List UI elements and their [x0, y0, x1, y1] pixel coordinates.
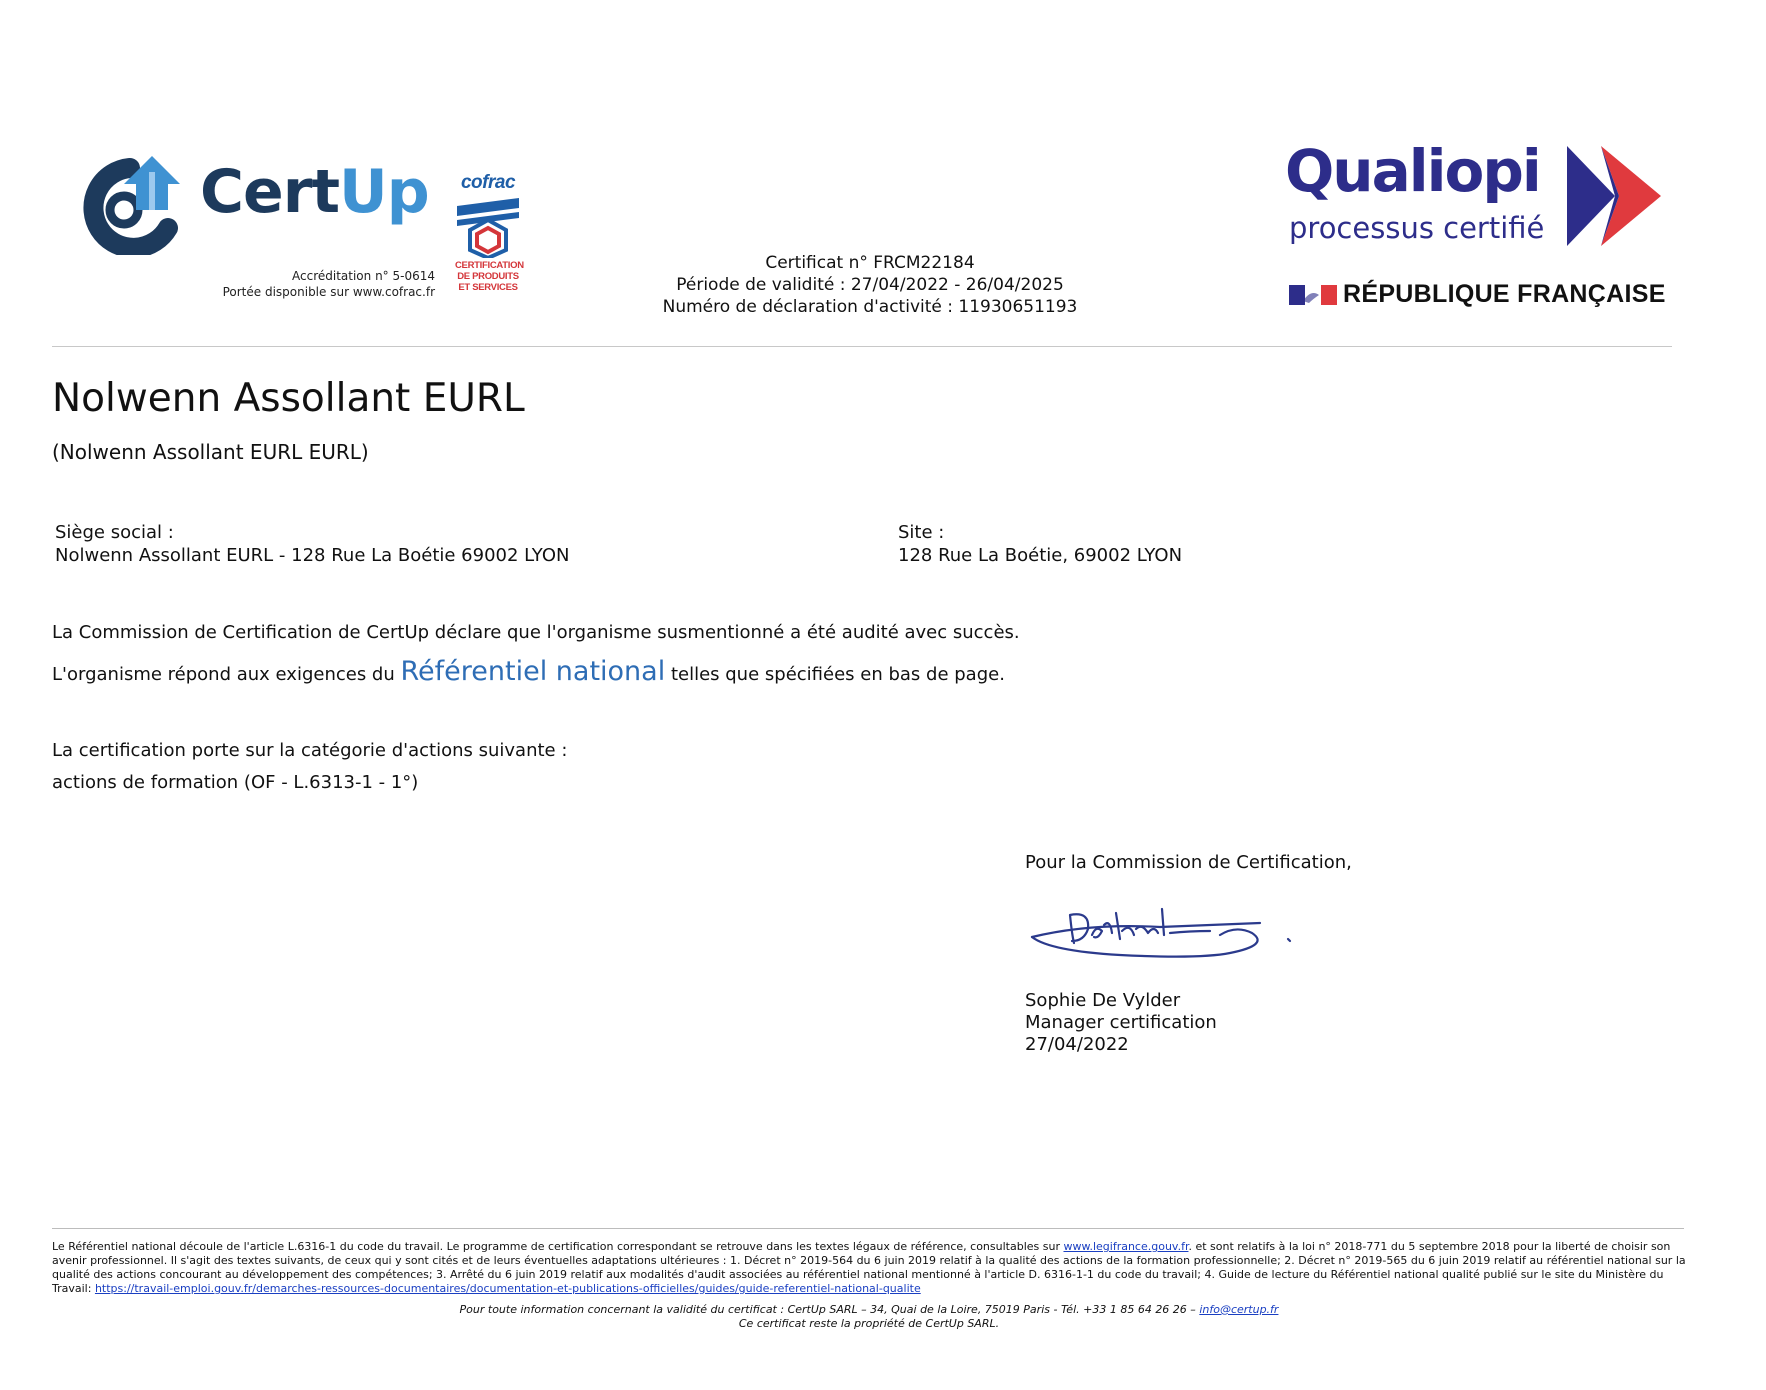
cofrac-caption — [455, 260, 524, 293]
footer-contact — [52, 1303, 1686, 1331]
headquarters-value: Nolwenn Assollant EURL - 128 Rue La Boétie 69002 LYON — [55, 545, 570, 566]
certup-brand-up: Up — [339, 157, 429, 227]
certificate-number: Certificat n° FRCM22184 — [765, 253, 975, 273]
declaration-line-1: La Commission de Certification de CertUp déclare que l'organisme susmentionné a été audité avec succès. — [52, 622, 1020, 643]
site-label: Site : — [898, 522, 945, 543]
signature-intro: Pour la Commission de Certification, — [1025, 852, 1352, 873]
qualiopi-logo — [1285, 137, 1675, 312]
category-value: actions de formation (OF - L.6313-1 - 1°) — [52, 772, 419, 793]
footer-contact-line — [52, 1303, 1686, 1317]
qualiopi-title: Qualiopi — [1285, 137, 1540, 205]
certificate-declaration: Numéro de déclaration d'activité : 11930651193 — [662, 297, 1078, 317]
certificate-validity: Période de validité : 27/04/2022 - 26/04/2025 — [676, 275, 1064, 295]
contact-email-link[interactable]: info@certup.fr — [1199, 1303, 1279, 1316]
cofrac-caption-line1: CERTIFICATION — [455, 260, 524, 271]
cofrac-name: cofrac — [460, 172, 516, 193]
signer-block — [1025, 990, 1217, 1056]
certup-mark-icon — [52, 150, 202, 255]
cofrac-caption-line2: DE PRODUITS — [457, 271, 519, 282]
guide-referentiel-link[interactable]: https://travail-emploi.gouv.fr/demarches-ressources-documentaires/documentation-et-publications-officielles/guides/guide-referentiel-national-qualite — [94, 1282, 921, 1295]
header-divider — [52, 346, 1672, 347]
organization-name: Nolwenn Assollant EURL — [52, 376, 525, 421]
organization-legal-name: (Nolwenn Assollant EURL EURL) — [52, 440, 369, 464]
legifrance-link[interactable]: www.legifrance.gouv.fr — [1063, 1240, 1189, 1253]
headquarters-label: Siège social : — [55, 522, 174, 543]
declaration-line-2-before: L'organisme répond aux exigences du — [52, 664, 395, 685]
footer-legal-part1: Le Référentiel national découle de l'article L.6316-1 du code du travail. Le programme de certification correspondant se retrouve dans les textes légaux de référence, consultables sur — [52, 1240, 1060, 1253]
republique-francaise-label: RÉPUBLIQUE FRANÇAISE — [1343, 280, 1666, 308]
handwritten-signature — [1030, 895, 1300, 970]
certup-wordmark — [200, 157, 429, 227]
site-value: 128 Rue La Boétie, 69002 LYON — [898, 545, 1183, 566]
footer-contact-text: Pour toute information concernant la validité du certificat : CertUp SARL – 34, Quai de la Loire, 75019 Paris - Tél. +33 1 85 64 26 26 – — [459, 1303, 1196, 1316]
signer-name: Sophie De Vylder — [1025, 990, 1181, 1011]
category-intro: La certification porte sur la catégorie d'actions suivante : — [52, 740, 568, 761]
french-flag-icon — [1289, 285, 1337, 305]
declaration-line-2 — [52, 654, 1005, 693]
signer-title: Manager certification — [1025, 1012, 1217, 1033]
footer-legal-part2: . et sont relatifs à la loi n° 2018-771 du 5 septembre 2018 pour la liberté de choisir son avenir professionnel. Il s'agit des textes suivants, de ceux qui y sont cités et de leurs éventuelles adaptations ultérieures : 1. Décret n° 2019-564 du 6 juin 2019 relatif à la qualité des actions de la formation professionnelle; 2. Décret n° 2019-565 du 6 juin 2019 relatif au référentiel national sur la qualité des actions concourant au développement des compétences; 3. Arrêté du 6 juin 2019 relatif aux modalités d'audit associées au référentiel national mentionné à l'article D. 6316-1-1 du code du travail; 4. Guide de lecture du Référentiel national qualité publié sur le site du Ministère du Travail: — [52, 1240, 1686, 1295]
footer-divider — [52, 1228, 1684, 1229]
certup-logo — [52, 150, 442, 255]
headquarters-block — [55, 521, 569, 567]
referentiel-national-link[interactable]: Référentiel national — [400, 656, 666, 687]
certificate-info — [570, 252, 1170, 318]
site-block — [898, 521, 1182, 567]
qualiopi-subtitle: processus certifié — [1289, 211, 1545, 245]
footer-legal-text — [52, 1240, 1686, 1296]
accreditation-number: Accréditation n° 5-0614 — [292, 269, 435, 283]
declaration-line-2-after: telles que spécifiées en bas de page. — [670, 664, 1005, 685]
certup-brand-cert: Cert — [200, 157, 339, 227]
cofrac-badge — [455, 172, 524, 304]
accreditation-scope: Portée disponible sur www.cofrac.fr — [222, 285, 435, 299]
footer-ownership: Ce certificat reste la propriété de CertUp SARL. — [738, 1317, 1000, 1330]
accreditation-info — [150, 268, 435, 300]
cofrac-caption-line3: ET SERVICES — [458, 282, 518, 293]
qualiopi-arrows-icon — [1567, 146, 1667, 246]
signature-date: 27/04/2022 — [1025, 1034, 1129, 1055]
cofrac-hexagon-icon — [457, 196, 519, 258]
